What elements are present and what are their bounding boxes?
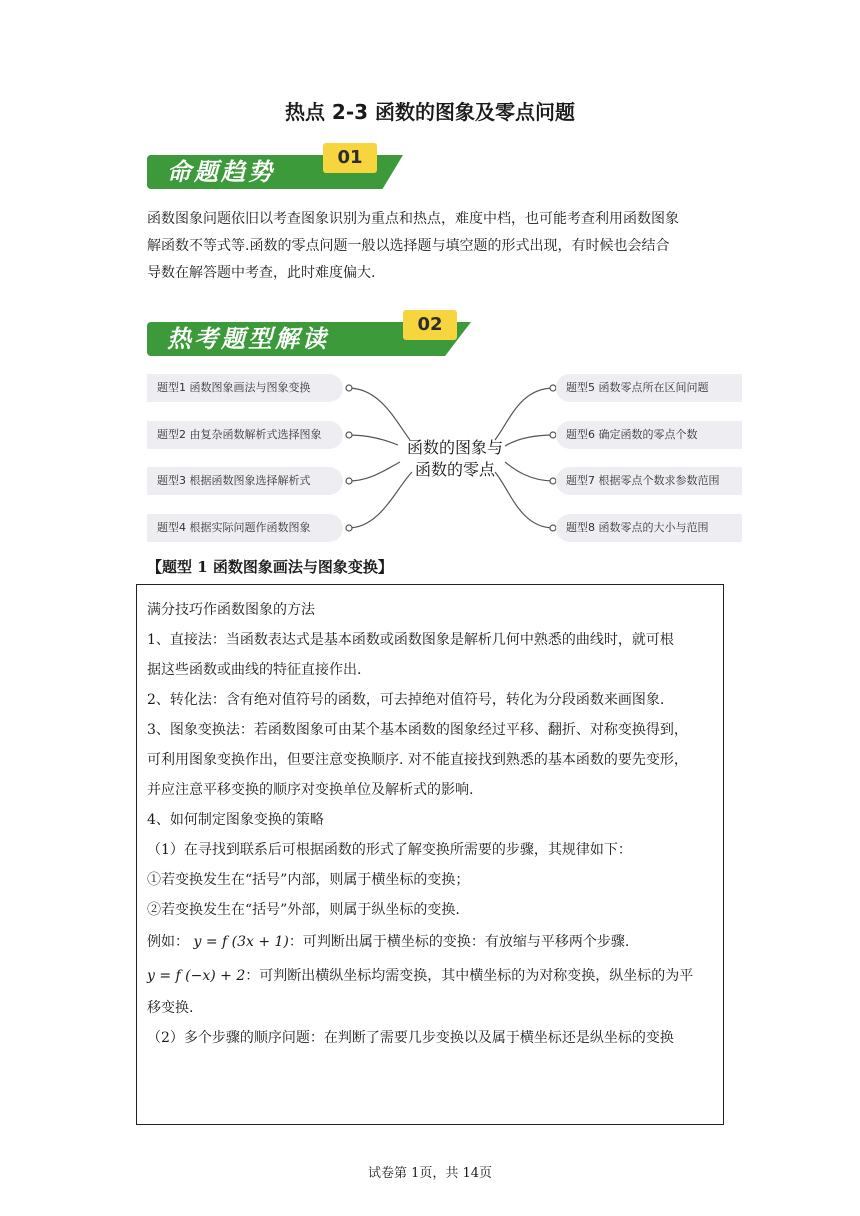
mindmap-item-type6: 题型6 确定函数的零点个数 xyxy=(556,421,742,449)
box-line: ②若变换发生在“括号”外部，则属于纵坐标的变换. xyxy=(147,902,460,918)
banner-number: 02 xyxy=(403,310,457,340)
box-line: 满分技巧作函数图象的方法 xyxy=(147,602,315,618)
box-line: 1、直接法：当函数表达式是基本函数或函数图象是解析几何中熟悉的曲线时，就可根 xyxy=(147,632,674,648)
intro-line: 解函数不等式等.函数的零点问题一般以选择题与填空题的形式出现，有时候也会结合 xyxy=(147,238,670,254)
page-title: 热点 2-3 函数的图象及零点问题 xyxy=(284,100,576,124)
box-line: 据这些函数或曲线的特征直接作出. xyxy=(147,662,362,678)
example-text: ：可判断出横纵坐标均需变换，其中横坐标的为对称变换，纵坐标的为平 xyxy=(245,968,694,984)
example-formula: y = f (−x) + 2 xyxy=(147,968,246,984)
page-footer: 试卷第 1页，共 14页 xyxy=(367,1166,493,1181)
banner-label: 命题趋势 xyxy=(167,158,275,186)
box-line: 4、如何制定图象变换的策略 xyxy=(147,812,324,828)
intro-line: 导数在解答题中考查，此时难度偏大. xyxy=(147,265,376,281)
mindmap-item-type2: 题型2 由复杂函数解析式选择图象 xyxy=(147,421,343,449)
box-line: （2）多个步骤的顺序问题：在判断了需要几步变换以及属于横坐标还是纵坐标的变换 xyxy=(147,1030,674,1046)
box-line: （1）在寻找到联系后可根据函数的形式了解变换所需要的步骤，其规律如下： xyxy=(147,842,632,858)
example-formula: y = f (3x + 1) xyxy=(193,934,289,950)
mindmap-item-type5: 题型5 函数零点所在区间问题 xyxy=(556,374,742,402)
box-line: 移变换. xyxy=(147,1000,194,1016)
mindmap-item-type4: 题型4 根据实际问题作函数图象 xyxy=(147,514,343,542)
mindmap-center xyxy=(395,437,515,481)
banner-label: 热考题型解读 xyxy=(167,325,329,353)
mindmap-center-line: 函数的零点 xyxy=(414,460,495,479)
box-line: 3、图象变换法：若函数图象可由某个基本函数的图象经过平移、翻折、对称变换得到， xyxy=(147,722,688,738)
mindmap-center-line: 函数的图象与 xyxy=(406,438,503,457)
mindmap-item-type1: 题型1 函数图象画法与图象变换 xyxy=(147,374,343,402)
tips-box xyxy=(136,584,724,1125)
box-line: 2、转化法：含有绝对值符号的函数，可去掉绝对值符号，转化为分段函数来画图象. xyxy=(147,692,665,708)
mindmap-item-type3: 题型3 根据函数图象选择解析式 xyxy=(147,467,343,495)
example-prefix: 例如： xyxy=(147,934,189,950)
example-line-2 xyxy=(147,959,713,993)
example-text: ：可判断出属于横坐标的变换：有放缩与平移两个步骤. xyxy=(288,934,630,950)
example-line-1 xyxy=(147,925,713,959)
box-line: ①若变换发生在“括号”内部，则属于横坐标的变换； xyxy=(147,872,470,888)
box-line: 并应注意平移变换的顺序对变换单位及解析式的影响. xyxy=(147,782,474,798)
mindmap-item-type7: 题型7 根据零点个数求参数范围 xyxy=(556,467,742,495)
banner-number: 01 xyxy=(323,143,377,173)
section-heading: 【题型 1 函数图象画法与图象变换】 xyxy=(147,558,393,576)
intro-line: 函数图象问题依旧以考查图象识别为重点和热点，难度中档，也可能考查利用函数图象 xyxy=(147,211,679,227)
mindmap-item-type8: 题型8 函数零点的大小与范围 xyxy=(556,514,742,542)
box-line: 可利用图象变换作出，但要注意变换顺序. 对不能直接找到熟悉的基本函数的要先变形， xyxy=(147,752,688,768)
